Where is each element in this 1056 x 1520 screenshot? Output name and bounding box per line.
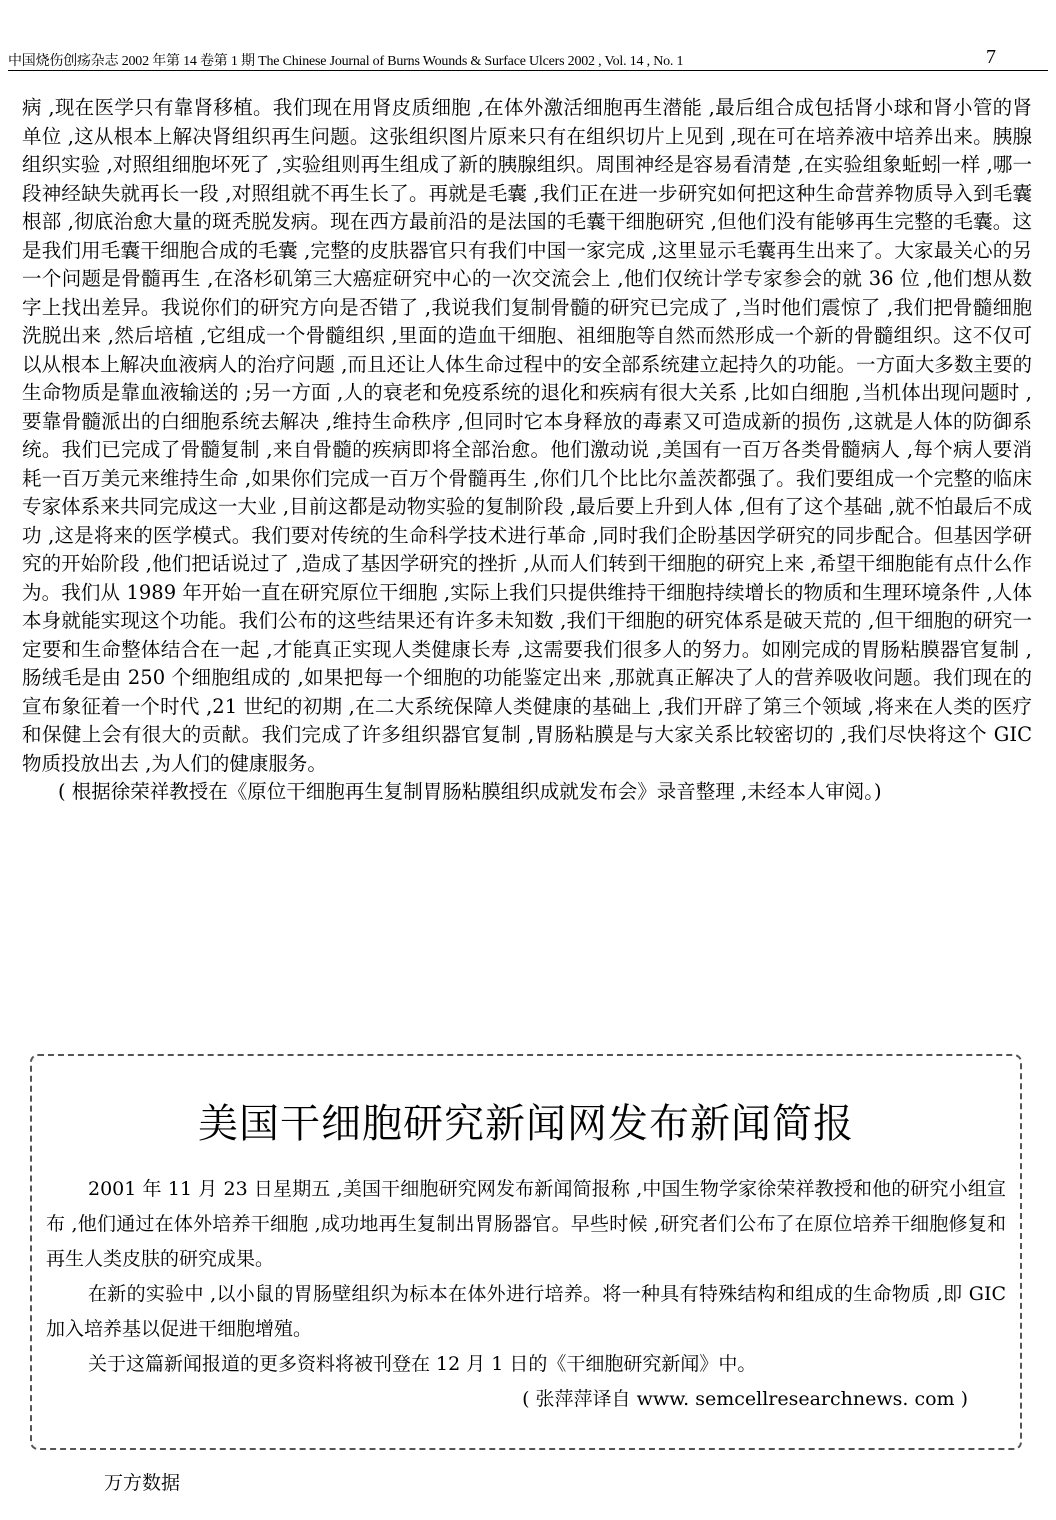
news-paragraph-2: 在新的实验中 ,以小鼠的胃肠壁组织为标本在体外进行培养。将一种具有特殊结构和组成的生命物质 ,即 GIC 加入培养基以促进干细胞增殖。 [46, 1283, 1006, 1340]
page-number: 7 [986, 46, 996, 68]
news-brief-box [30, 1054, 1022, 1450]
running-header [8, 46, 1048, 72]
translator-credit: ( 张萍萍译自 www. semcellresearchnews. com ) [522, 1388, 968, 1410]
news-brief-content [46, 1172, 1006, 1417]
article-paragraph: 病 ,现在医学只有靠肾移植。我们现在用肾皮质细胞 ,在体外激活细胞再生潜能 ,最后组合成包括肾小球和肾小管的肾单位 ,这从根本上解决肾组织再生问题。这张组织图片原来只有在组织切片上见到 ,现在可在培养液中培养出来。胰腺组织实验 ,对照组细胞坏死了 ,实验组则再生组成了新的胰腺组织。周围神经是容易看清楚 ,在实验组象蚯蚓一样 ,哪一段神经缺失就再长一段 ,对照组就不再生长了。再就是毛囊 ,我们正在进一步研究如何把这种生命营养物质导入到毛囊根部 ,彻底治愈大量的斑秃脱发病。现在西方最前沿的是法国的毛囊干细胞研究 ,但他们没有能够再生完整的毛囊。这是我们用毛囊干细胞合成的毛囊 ,完整的皮肤器官只有我们中国一家完成 ,这里显示毛囊再生出来了。大家最关心的另一个问题是骨髓再生 ,在洛杉矶第三大癌症研究中心的一次交流会上 ,他们仅统计学专家参会的就 36 位 ,他们想从数字上找出差异。我说你们的研究方向是否错了 ,我说我们复制骨髓的研究已完成了 ,当时他们震惊了 ,我们把骨髓细胞洗脱出来 ,然后培植 ,它组成一个骨髓组织 ,里面的造血干细胞、祖细胞等自然而然形成一个新的骨髓组织。这不仅可以从根本上解决血液病人的治疗问题 ,而且还让人体生命过程中的安全部系统建立起持久的功能。一方面大多数主要的生命物质是靠血液输送的 ;另一方面 ,人的衰老和免疫系统的退化和疾病有很大关系 ,比如白细胞 ,当机体出现问题时 ,要靠骨髓派出的白细胞系统去解决 ,维持生命秩序 ,但同时它本身释放的毒素又可造成新的损伤 ,这就是人体的防御系统。我们已完成了骨髓复制 ,来自骨髓的疾病即将全部治愈。他们激动说 ,美国有一百万各类骨髓病人 ,每个病人要消耗一百万美元来维持生命 ,如果你们完成一百万个骨髓再生 ,你们几个比比尔盖茨都强了。我们要组成一个完整的临床专家体系来共同完成这一大业 ,目前这都是动物实验的复制阶段 ,最后要上升到人体 ,但有了这个基础 ,就不怕最后不成功 ,这是将来的医学模式。我们要对传统的生命科学技术进行革命 ,同时我们企盼基因学研究的同步配合。但基因学研究的开始阶段 ,他们把话说过了 ,造成了基因学研究的挫折 ,从而人们转到干细胞的研究上来 ,希望干细胞能有点什么作为。我们从 1989 年开始一直在研究原位干细胞 ,实际上我们只提供维持干细胞持续增长的物质和生理环境条件 ,人体本身就能实现这个功能。我们公布的这些结果还有许多未知数 ,我们干细胞的研究体系是破天荒的 ,但干细胞的研究一定要和生命整体结合在一起 ,才能真正实现人类健康长寿 ,这需要我们很多人的努力。如刚完成的胃肠粘膜器官复制 ,肠绒毛是由 250 个细胞组成的 ,如果把每一个细胞的功能鉴定出来 ,那就真正解决了人的营养吸收问题。我们现在的宣布象征着一个时代 ,21 世纪的初期 ,在二大系统保障人类健康的基础上 ,我们开辟了第三个领域 ,将来在人类的医疗和保健上会有很大的贡献。我们完成了许多组织器官复制 ,胃肠粘膜是与大家关系比较密切的 ,我们尽快将这个 GIC 物质投放出去 ,为人们的健康服务。 [22, 96, 1032, 775]
source-note: ( 根据徐荣祥教授在《原位干细胞再生复制胃肠粘膜组织成就发布会》录音整理 ,未经本人审阅。) [58, 780, 882, 803]
news-paragraph-1: 2001 年 11 月 23 日星期五 ,美国干细胞研究网发布新闻简报称 ,中国生物学家徐荣祥教授和他的研究小组宣布 ,他们通过在体外培养干细胞 ,成功地再生复制出胃肠器官。早些时候 ,研究者们公布了在原位培养干细胞修复和再生人类皮肤的研究成果。 [46, 1178, 1006, 1270]
article-body [22, 94, 1032, 807]
journal-running-head: 中国烧伤创疡杂志 2002 年第 14 卷第 1 期 The Chinese Journal of Burns Wounds & Surface Ulcers 2002 , Vol. 14 , No. 1 [8, 54, 684, 69]
news-brief-title: 美国干细胞研究新闻网发布新闻简报 [198, 1101, 854, 1147]
news-paragraph-3: 关于这篇新闻报道的更多资料将被刊登在 12 月 1 日的《干细胞研究新闻》中。 [88, 1353, 757, 1375]
footer-watermark: 万方数据 [104, 1472, 181, 1494]
header-rule [8, 70, 1048, 71]
